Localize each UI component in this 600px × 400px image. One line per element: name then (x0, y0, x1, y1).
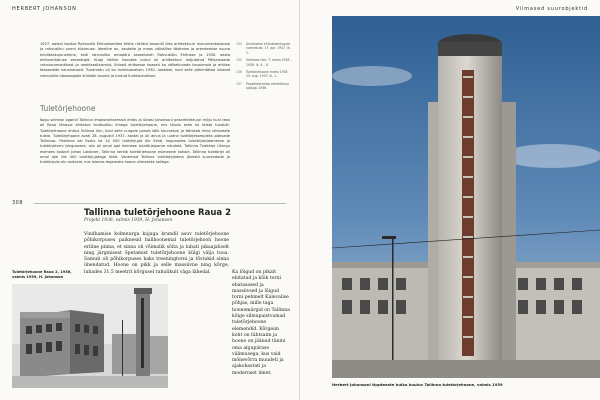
section-paragraph: Kogu selmise oganid Tallinna impeorantsemaid ehitis ja üldasi Johansoni pesarhitektuuri mõju kuni teos oli Raua tänaval ehitatud kindlusliku ilmega tuletõrjehoone, mis tõusis esile ka teiste tuvalult. Tuletõrjehoone ehitus Tallinna linn, kuid selle nurgale paneb kõik kaunistusi ja tähistab linna nikkalsele tulele. Tuletõrjehoone avati 28. augustil 1937. aastal ja oli ainus ja uudne tuletõrjekompleks päevade Tallinnas. Pealinna sai lisaks ka 14 000 tuletõrjujat üle Eesti, kogunedes tuletõrjesüdamesse ja tuletõrjetorni kõrgusesse, mis oli omal ajal esimese tuletõrjejaama nõudeid. Tallinna Tuletõrje Ühingu esimees kolonel Johan Laidoner, Tallinna kerkib tuletõrjehoone esimesele kohale. Tallinna tuletõrjel oli omal ajal üle 400 tuletõrjujatega tööd. Vanemad Tallinna tuletõrjejaama jõudsid suurendada ja tuletõrjuda elu andvaid, mis laienes tegemaks hoone viimaseks sellega. (40, 118, 230, 165)
footnotes (236, 42, 292, 94)
right-page (300, 0, 600, 400)
footnote-number: 245 (236, 58, 242, 63)
footnote-text: Tuletõrjehoone maha 1935. 29. aug. 1937, lk. 1. (246, 70, 289, 79)
intro-paragraph: 1927. aastal loodud Rahvuslik Ehituskomitee tõstis riiklikul tasandil üles arhitektuuri monumentaalsuse ja rahvusliku vormi küsimuse. Ideeline on, asutatle ja maas välistiilse tõstmise ja arendamise suuna kindlakskujunemine, esiti rahvusliku omapära seoselukeh Rahvusliku Ehitusse ja 1930. aasta ehitusmääruse eesmärgid. Kuigi riiklike hoonete puhul oli arhitektuur mõjutatud Põhjamaade rahvusromantikast ja neoklassitsismist, lihtsalt ehitsesse kaasati ka väikelinnade kaunimaid ja ehitise fassaadide kaunistused. Tundmatu oli ka funktsionalism 1930. aastatel, kuid selle põhimõtted lubasid rahvuslike ideoloogiale küllaltki kaunid ja tuntud funktsionalismi. (40, 42, 230, 78)
footnote (236, 58, 292, 67)
footnote-text: Projekteerimise arhitektuuri ajalugu 1936. (246, 81, 290, 91)
side-text: Ka lõigud on pikalt ehitatud ja kõik torni ebatasased ja massiivsed ja lõigud torni pehmelt Kalevalise põhjas, mille taga hoonemärgid on Tallinna kõige silmapaistvamad tuletõrjehoone elemendid. Kõrgeim koht on tähtsaim ja hoone on jäänud tänini oma algupärase välimusega, kus vaid mõnevõrra muudeti ja ajakohastati ja modernset ilmet. (232, 270, 290, 376)
footnote (236, 42, 292, 55)
photo-caption-left: Tuletõrjehoone Raua 2, 1936, valmis 1939, H. Johanson (12, 270, 72, 279)
footnote-number: 247 (236, 81, 242, 86)
building-title: Tallinna tuletõrjehoone Raua 2 (84, 208, 231, 218)
left-running-header: HERBERT JOHANSON (12, 6, 77, 12)
page-number: 308 (12, 200, 24, 206)
fire-station-tower-photo (332, 16, 600, 378)
fire-station-bw-photo (12, 284, 168, 388)
main-text: Vindhamise kolmnurga kujuga krundil asuv tuletõrjehoone põhikorpuses paiknesid hallhoonemal tuletõrjehooli hoone eriline pinna, et sinna oli võimalik sõita ja lubati pikaajaliselt ning järgmisest õpetamist tuletõrjehoone külgi välja tuua. Samuti oli põhikorpuses kaks treeningtorni ja tõstukid sinna ühendatud. Hoone on pikk ja selle massiivne ning kõrge, lubades 31,5 meetrit kõrgusel rahulikult väga lähedal. (84, 232, 229, 275)
footnote-text: Arutatakse ehitustoimingute vormistust. 17. apr. 1937, lk. 1. (246, 42, 291, 55)
footnote-number: 244 (236, 42, 242, 46)
building-subtitle: Projekt 1936, valmis 1939, H. Johanson (84, 218, 173, 223)
footnote (236, 70, 292, 79)
footnote-text: Vahtrose nim. T. maha 1936 – 1938. lk. 4 – 6. (246, 58, 292, 67)
footnote-number: 246 (236, 70, 242, 75)
section-heading: Tuletõrjehoone (40, 104, 96, 113)
photo-caption-right: Herbert Johansoni tippteoste hulka kuuluv Tallinna tuletõrjehoone, valmis 1939 (332, 382, 503, 387)
horizontal-rule (34, 203, 286, 204)
footnote (236, 82, 292, 91)
right-running-header: Viimased suurobjektid (515, 6, 588, 12)
